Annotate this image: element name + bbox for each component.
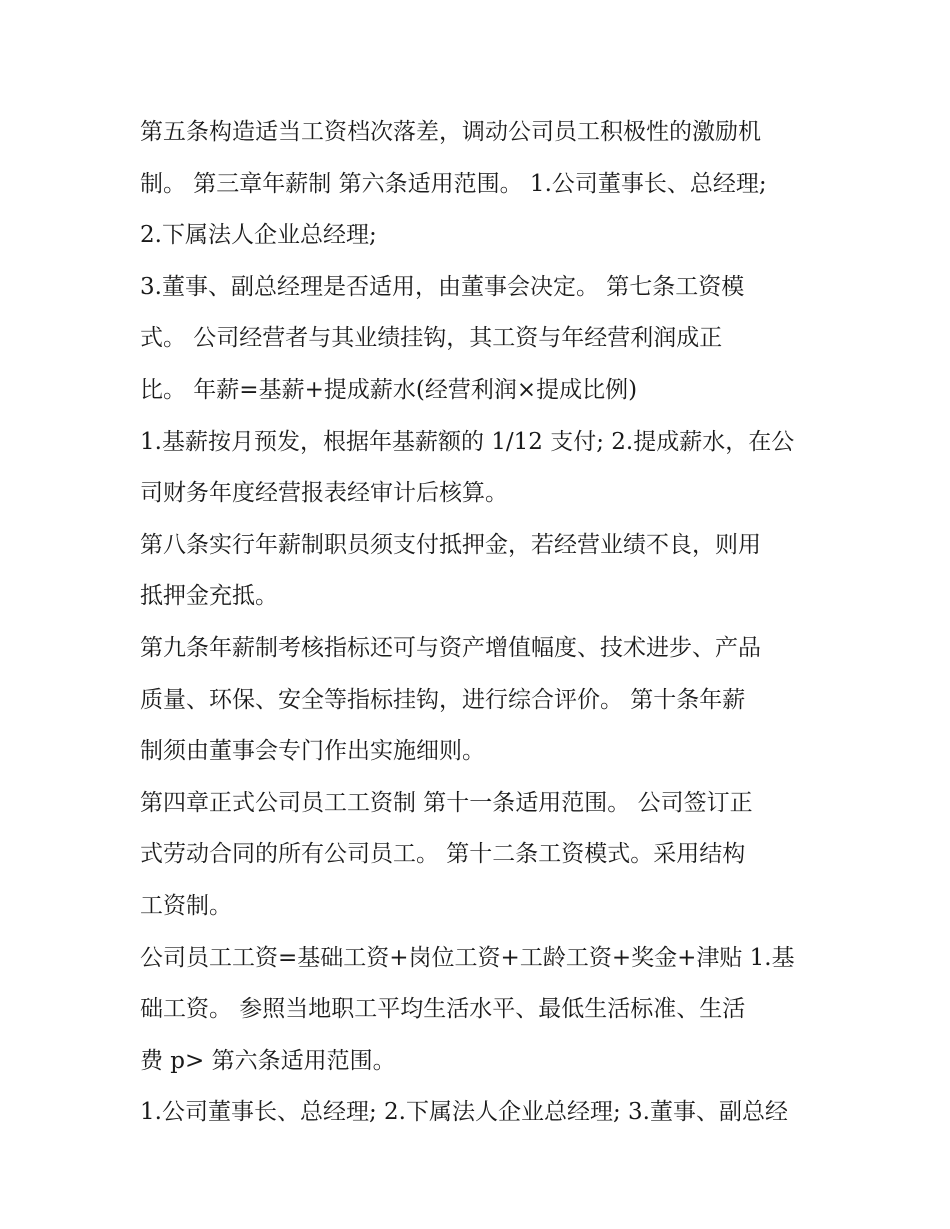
text-line: 质量、环保、安全等指标挂钩，进行综合评价。 第十条年薪 bbox=[140, 686, 746, 713]
text-line: 制须由董事会专门作出实施细则。 bbox=[140, 738, 485, 765]
text-line: 费 p> 第六条适用范围。 bbox=[140, 1047, 396, 1074]
text-line: 式劳动合同的所有公司员工。 第十二条工资模式。采用结构 bbox=[140, 841, 746, 868]
text-line: 式。 公司经营者与其业绩挂钩，其工资与年经营利润成正 bbox=[140, 325, 723, 352]
text-line: 1.基薪按月预发，根据年基薪额的 1/12 支付; 2.提成薪水，在公 bbox=[140, 428, 795, 455]
text-line: 抵押金充抵。 bbox=[140, 583, 278, 610]
text-line: 第八条实行年薪制职员须支付抵押金，若经营业绩不良，则用 bbox=[140, 531, 761, 558]
text-line: 工资制。 bbox=[140, 892, 232, 919]
text-line: 第五条构造适当工资档次落差，调动公司员工积极性的激励机 bbox=[140, 119, 761, 145]
text-line: 司财务年度经营报表经审计后核算。 bbox=[140, 480, 508, 507]
text-line: 1.公司董事长、总经理; 2.下属法人企业总经理; 3.董事、副总经 bbox=[140, 1099, 788, 1126]
document-body bbox=[140, 107, 830, 1139]
text-line: 2.下属法人企业总经理; bbox=[140, 222, 377, 249]
text-line: 制。 第三章年薪制 第六条适用范围。 1.公司董事长、总经理; bbox=[140, 170, 767, 197]
text-line: 第九条年薪制考核指标还可与资产增值幅度、技术进步、产品 bbox=[140, 634, 761, 661]
text-line: 公司员工工资=基础工资+岗位工资+工龄工资+奖金+津贴 1.基 bbox=[140, 944, 795, 971]
text-line: 础工资。 参照当地职工平均生活水平、最低生活标准、生活 bbox=[140, 996, 746, 1023]
text-line: 第四章正式公司员工工资制 第十一条适用范围。 公司签订正 bbox=[140, 789, 753, 816]
text-line: 3.董事、副总经理是否适用，由董事会决定。 第七条工资模 bbox=[140, 273, 745, 300]
text-line: 比。 年薪=基薪+提成薪水(经营利润×提成比例) bbox=[140, 376, 638, 403]
